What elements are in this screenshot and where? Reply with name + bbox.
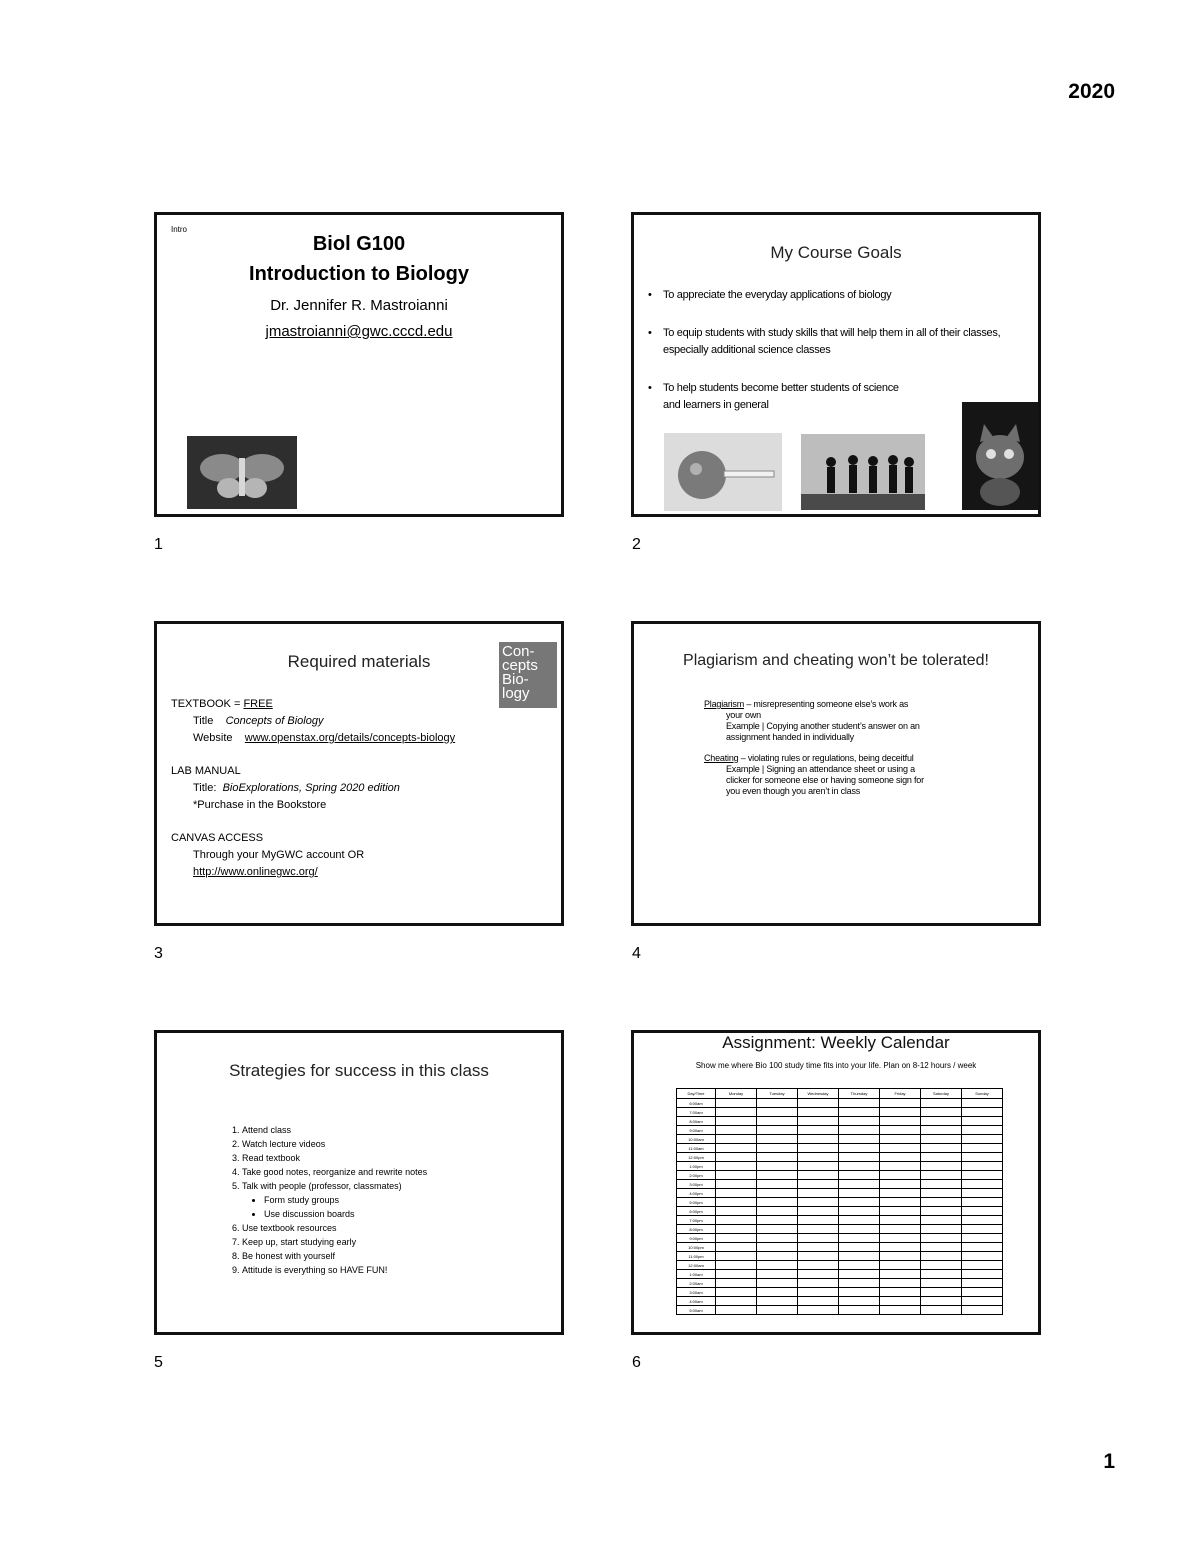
table-row (677, 1108, 1003, 1117)
table-row (677, 1198, 1003, 1207)
calendar-cell (839, 1225, 880, 1234)
calendar-cell (716, 1297, 757, 1306)
runners-photo (801, 434, 925, 510)
table-row (677, 1252, 1003, 1261)
calendar-cell (880, 1117, 921, 1126)
calendar-cell (757, 1144, 798, 1153)
table-row (677, 1306, 1003, 1315)
slide-number: 3 (154, 945, 163, 962)
slide-4 (631, 621, 1041, 926)
book-cover-image: Con- cepts Bio- logy (499, 642, 557, 708)
list-item: • To equip students with study skills that will help them in all of their classes, especially additional science classes (648, 325, 1028, 359)
slide-1 (154, 212, 564, 517)
materials-list (171, 696, 455, 881)
calendar-cell (921, 1288, 962, 1297)
calendar-cell (880, 1108, 921, 1117)
calendar-cell (716, 1144, 757, 1153)
calendar-cell (921, 1117, 962, 1126)
table-row (677, 1162, 1003, 1171)
table-header-cell: Wednesday (798, 1089, 839, 1099)
calendar-cell (798, 1108, 839, 1117)
calendar-cell (921, 1180, 962, 1189)
website-label: Website (193, 732, 233, 744)
table-header-row (677, 1089, 1003, 1099)
calendar-cell (757, 1279, 798, 1288)
calendar-cell (880, 1180, 921, 1189)
calendar-cell (962, 1207, 1003, 1216)
calendar-cell (798, 1126, 839, 1135)
calendar-cell (798, 1306, 839, 1315)
calendar-cell (921, 1216, 962, 1225)
table-row (677, 1225, 1003, 1234)
calendar-cell (716, 1216, 757, 1225)
calendar-cell (880, 1288, 921, 1297)
list-item: 4. Take good notes, reorganize and rewrite notes (242, 1165, 427, 1179)
table-row (677, 1117, 1003, 1126)
cheating-example-cont: you even though you aren’t in class (726, 786, 861, 796)
calendar-cell (716, 1153, 757, 1162)
calendar-cell (921, 1225, 962, 1234)
calendar-cell (962, 1108, 1003, 1117)
table-header-cell: Thursday (839, 1089, 880, 1099)
canvas-url-link[interactable]: http://www.onlinegwc.org/ (193, 866, 318, 878)
calendar-cell (921, 1306, 962, 1315)
calendar-cell (798, 1207, 839, 1216)
cheating-example-cont: clicker for someone else or having someone sign for (726, 775, 924, 785)
slide-number: 2 (632, 536, 641, 553)
calendar-cell (798, 1297, 839, 1306)
time-cell: 6:00pm (677, 1207, 716, 1216)
calendar-cell (839, 1162, 880, 1171)
textbook-free: FREE (243, 698, 273, 710)
calendar-cell (839, 1180, 880, 1189)
textbook-title: Concepts of Biology (225, 715, 324, 727)
calendar-cell (839, 1288, 880, 1297)
table-row (677, 1270, 1003, 1279)
calendar-cell (921, 1135, 962, 1144)
calendar-cell (962, 1297, 1003, 1306)
plagiarism-example-cont: assignment handed in individually (726, 732, 854, 742)
calendar-cell (798, 1135, 839, 1144)
time-cell: 1:00am (677, 1270, 716, 1279)
table-row (677, 1135, 1003, 1144)
calendar-cell (839, 1297, 880, 1306)
calendar-cell (798, 1171, 839, 1180)
calendar-cell (839, 1306, 880, 1315)
slide-title: Assignment: Weekly Calendar (722, 1033, 950, 1052)
instructor-email: jmastroianni@gwc.cccd.edu (265, 323, 453, 340)
plagiarism-term: Plagiarism (704, 699, 745, 709)
time-cell: 1:00pm (677, 1162, 716, 1171)
calendar-cell (757, 1153, 798, 1162)
calendar-cell (716, 1252, 757, 1261)
calendar-cell (798, 1252, 839, 1261)
plagiarism-definition: – misrepresenting someone else’s work as (744, 699, 909, 709)
calendar-cell (798, 1234, 839, 1243)
calendar-cell (880, 1153, 921, 1162)
calendar-cell (839, 1234, 880, 1243)
slide-3 (154, 621, 564, 926)
calendar-cell (798, 1117, 839, 1126)
calendar-cell (921, 1171, 962, 1180)
cat-photo (962, 402, 1039, 510)
calendar-cell (880, 1234, 921, 1243)
calendar-cell (716, 1126, 757, 1135)
list-item: 7. Keep up, start studying early (242, 1235, 427, 1249)
slide-title: Plagiarism and cheating won’t be tolerated! (683, 652, 989, 669)
calendar-cell (716, 1279, 757, 1288)
canvas-access-label: CANVAS ACCESS (171, 832, 264, 844)
time-cell: 2:00am (677, 1279, 716, 1288)
sub-list-item: • Form study groups (264, 1193, 427, 1207)
slide-title: Required materials (287, 652, 431, 671)
calendar-cell (962, 1135, 1003, 1144)
time-cell: 8:00am (677, 1117, 716, 1126)
time-cell: 9:00am (677, 1126, 716, 1135)
canvas-access-line: Through your MyGWC account OR (193, 849, 365, 861)
list-item: 6. Use textbook resources (242, 1221, 427, 1235)
calendar-cell (962, 1306, 1003, 1315)
calendar-cell (921, 1198, 962, 1207)
calendar-cell (839, 1198, 880, 1207)
time-cell: 12:00pm (677, 1153, 716, 1162)
calendar-cell (716, 1099, 757, 1108)
course-code: Biol G100 (312, 233, 406, 255)
calendar-cell (962, 1252, 1003, 1261)
slide-number: 1 (154, 536, 163, 553)
calendar-cell (798, 1216, 839, 1225)
calendar-cell (962, 1099, 1003, 1108)
calendar-cell (716, 1225, 757, 1234)
calendar-cell (716, 1189, 757, 1198)
calendar-cell (921, 1099, 962, 1108)
calendar-cell (839, 1153, 880, 1162)
calendar-cell (839, 1216, 880, 1225)
calendar-cell (839, 1108, 880, 1117)
table-row (677, 1207, 1003, 1216)
calendar-cell (757, 1234, 798, 1243)
calendar-cell (962, 1180, 1003, 1189)
calendar-cell (962, 1189, 1003, 1198)
slide-title: Strategies for success in this class (229, 1061, 489, 1080)
calendar-cell (962, 1261, 1003, 1270)
calendar-cell (880, 1126, 921, 1135)
title-label: Title (193, 715, 214, 727)
slide-5 (154, 1030, 564, 1335)
calendar-cell (757, 1126, 798, 1135)
list-item: 8. Be honest with yourself (242, 1249, 427, 1263)
calendar-cell (962, 1153, 1003, 1162)
calendar-cell (716, 1135, 757, 1144)
calendar-cell (962, 1234, 1003, 1243)
calendar-cell (757, 1297, 798, 1306)
list-item (242, 1179, 427, 1221)
calendar-cell (716, 1117, 757, 1126)
table-row (677, 1243, 1003, 1252)
time-cell: 10:00am (677, 1135, 716, 1144)
calendar-cell (921, 1234, 962, 1243)
table-header-cell: Sunday (962, 1089, 1003, 1099)
plagiarism-definitions (704, 699, 924, 797)
course-title: Introduction to Biology (249, 263, 469, 285)
calendar-cell (962, 1162, 1003, 1171)
time-cell: 6:00am (677, 1099, 716, 1108)
calendar-cell (921, 1162, 962, 1171)
calendar-cell (757, 1189, 798, 1198)
time-cell: 3:00am (677, 1288, 716, 1297)
calendar-cell (921, 1297, 962, 1306)
calendar-cell (757, 1198, 798, 1207)
moth-photo (187, 436, 297, 509)
slide-number: 4 (632, 945, 641, 962)
calendar-cell (716, 1108, 757, 1117)
calendar-cell (839, 1270, 880, 1279)
cheating-term: Cheating (704, 753, 739, 763)
table-row (677, 1279, 1003, 1288)
calendar-cell (757, 1135, 798, 1144)
calendar-cell (757, 1171, 798, 1180)
calendar-cell (921, 1126, 962, 1135)
calendar-cell (921, 1108, 962, 1117)
calendar-cell (798, 1162, 839, 1171)
calendar-cell (921, 1153, 962, 1162)
time-cell: 10:00pm (677, 1243, 716, 1252)
strategies-list (222, 1123, 427, 1277)
time-cell: 12:00am (677, 1261, 716, 1270)
list-item-label: Talk with people (professor, classmates) (242, 1181, 402, 1191)
calendar-cell (880, 1261, 921, 1270)
calendar-cell (798, 1261, 839, 1270)
calendar-cell (962, 1243, 1003, 1252)
table-row (677, 1153, 1003, 1162)
list-item: • To appreciate the everyday applications of biology (648, 287, 1028, 304)
calendar-cell (880, 1306, 921, 1315)
calendar-cell (921, 1252, 962, 1261)
calendar-cell (798, 1270, 839, 1279)
calendar-cell (839, 1261, 880, 1270)
calendar-cell (880, 1243, 921, 1252)
table-row (677, 1234, 1003, 1243)
calendar-cell (921, 1270, 962, 1279)
calendar-cell (880, 1171, 921, 1180)
calendar-cell (757, 1180, 798, 1189)
calendar-cell (839, 1279, 880, 1288)
calendar-cell (880, 1162, 921, 1171)
calendar-cell (839, 1117, 880, 1126)
cheating-example: Example | Signing an attendance sheet or using a (726, 764, 915, 774)
calendar-cell (921, 1261, 962, 1270)
list-item: • To help students become better students of science and learners in general (648, 380, 913, 414)
calendar-cell (716, 1171, 757, 1180)
time-cell: 9:00pm (677, 1234, 716, 1243)
time-cell: 2:00pm (677, 1171, 716, 1180)
calendar-cell (962, 1225, 1003, 1234)
calendar-cell (757, 1162, 798, 1171)
calendar-cell (880, 1135, 921, 1144)
calendar-cell (921, 1144, 962, 1153)
lab-title-label: Title: (193, 782, 217, 794)
time-cell: 3:00pm (677, 1180, 716, 1189)
list-item: 1. Attend class (242, 1123, 427, 1137)
slide-6 (631, 1030, 1041, 1335)
textbook-website-link[interactable]: www.openstax.org/details/concepts-biology (244, 732, 456, 744)
calendar-cell (880, 1279, 921, 1288)
table-row (677, 1216, 1003, 1225)
calendar-cell (962, 1216, 1003, 1225)
time-cell: 11:00pm (677, 1252, 716, 1261)
calendar-cell (757, 1225, 798, 1234)
calendar-cell (839, 1126, 880, 1135)
time-cell: 8:00pm (677, 1225, 716, 1234)
calendar-cell (757, 1216, 798, 1225)
calendar-cell (921, 1207, 962, 1216)
calendar-cell (757, 1270, 798, 1279)
calendar-cell (716, 1198, 757, 1207)
time-cell: 5:00pm (677, 1198, 716, 1207)
calendar-cell (798, 1279, 839, 1288)
calendar-cell (757, 1252, 798, 1261)
calendar-cell (716, 1243, 757, 1252)
time-cell: 7:00am (677, 1108, 716, 1117)
calendar-cell (962, 1126, 1003, 1135)
cheating-definition: – violating rules or regulations, being deceitful (738, 753, 914, 763)
lab-manual-label: LAB MANUAL (171, 765, 241, 777)
calendar-cell (757, 1108, 798, 1117)
calendar-cell (839, 1252, 880, 1261)
calendar-cell (716, 1288, 757, 1297)
calendar-cell (798, 1288, 839, 1297)
table-row (677, 1099, 1003, 1108)
lab-purchase-note: *Purchase in the Bookstore (193, 799, 327, 811)
list-item: 3. Read textbook (242, 1151, 427, 1165)
calendar-cell (880, 1144, 921, 1153)
calendar-cell (798, 1225, 839, 1234)
calendar-cell (798, 1153, 839, 1162)
calendar-cell (757, 1117, 798, 1126)
calendar-cell (962, 1117, 1003, 1126)
calendar-cell (880, 1270, 921, 1279)
calendar-cell (839, 1171, 880, 1180)
list-item: 2. Watch lecture videos (242, 1137, 427, 1151)
calendar-cell (880, 1297, 921, 1306)
lab-title: BioExplorations, Spring 2020 edition (222, 782, 400, 794)
sub-list (242, 1193, 427, 1221)
calendar-cell (757, 1243, 798, 1252)
table-header-cell: Tuesday (757, 1089, 798, 1099)
calendar-cell (716, 1234, 757, 1243)
calendar-cell (880, 1099, 921, 1108)
calendar-cell (798, 1243, 839, 1252)
page-number: 1 (1103, 1450, 1115, 1473)
calendar-cell (716, 1207, 757, 1216)
slide-subtitle: Show me where Bio 100 study time fits into your life. Plan on 8-12 hours / week (695, 1061, 977, 1070)
calendar-cell (962, 1279, 1003, 1288)
calendar-cell (921, 1243, 962, 1252)
textbook-label: TEXTBOOK = (171, 698, 244, 710)
calendar-cell (757, 1288, 798, 1297)
table-row (677, 1180, 1003, 1189)
calendar-cell (716, 1261, 757, 1270)
calendar-cell (880, 1225, 921, 1234)
tomato-injection-photo (664, 433, 782, 511)
instructor-name: Dr. Jennifer R. Mastroianni (270, 297, 448, 314)
calendar-cell (839, 1243, 880, 1252)
table-header-cell: Friday (880, 1089, 921, 1099)
calendar-cell (798, 1198, 839, 1207)
calendar-cell (798, 1189, 839, 1198)
slide-tiny-label: Intro (171, 225, 188, 234)
calendar-cell (962, 1288, 1003, 1297)
calendar-cell (757, 1306, 798, 1315)
slide-title: My Course Goals (770, 243, 902, 262)
table-row (677, 1261, 1003, 1270)
table-row (677, 1288, 1003, 1297)
calendar-cell (716, 1306, 757, 1315)
calendar-cell (716, 1180, 757, 1189)
weekly-calendar-table (676, 1088, 1003, 1315)
table-row (677, 1126, 1003, 1135)
time-cell: 11:00am (677, 1144, 716, 1153)
calendar-cell (757, 1261, 798, 1270)
table-header-cell: Monday (716, 1089, 757, 1099)
table-header-cell: Day/Time (677, 1089, 716, 1099)
table-row (677, 1297, 1003, 1306)
sub-list-item: • Use discussion boards (264, 1207, 427, 1221)
calendar-cell (839, 1135, 880, 1144)
slide-2 (631, 212, 1041, 517)
calendar-cell (839, 1099, 880, 1108)
slide-number: 6 (632, 1354, 641, 1371)
page-year: 2020 (1068, 80, 1115, 103)
calendar-cell (962, 1171, 1003, 1180)
calendar-cell (880, 1207, 921, 1216)
calendar-cell (962, 1270, 1003, 1279)
time-cell: 5:00am (677, 1306, 716, 1315)
time-cell: 4:00pm (677, 1189, 716, 1198)
time-cell: 4:00am (677, 1297, 716, 1306)
table-row (677, 1171, 1003, 1180)
calendar-cell (880, 1198, 921, 1207)
calendar-cell (962, 1198, 1003, 1207)
calendar-cell (757, 1099, 798, 1108)
calendar-cell (798, 1180, 839, 1189)
calendar-cell (798, 1144, 839, 1153)
list-item: 9. Attitude is everything so HAVE FUN! (242, 1263, 427, 1277)
calendar-cell (880, 1189, 921, 1198)
table-row (677, 1189, 1003, 1198)
calendar-cell (880, 1216, 921, 1225)
calendar-cell (839, 1189, 880, 1198)
table-header-cell: Saturday (921, 1089, 962, 1099)
calendar-cell (716, 1162, 757, 1171)
time-cell: 7:00pm (677, 1216, 716, 1225)
calendar-cell (962, 1144, 1003, 1153)
calendar-cell (839, 1144, 880, 1153)
slide-number: 5 (154, 1354, 163, 1371)
calendar-cell (839, 1207, 880, 1216)
calendar-cell (921, 1189, 962, 1198)
plagiarism-example: Example | Copying another student’s answer on an (726, 721, 920, 731)
calendar-cell (757, 1207, 798, 1216)
calendar-cell (880, 1252, 921, 1261)
calendar-cell (798, 1099, 839, 1108)
plagiarism-definition-cont: your own (726, 710, 761, 720)
calendar-cell (716, 1270, 757, 1279)
table-row (677, 1144, 1003, 1153)
calendar-cell (921, 1279, 962, 1288)
